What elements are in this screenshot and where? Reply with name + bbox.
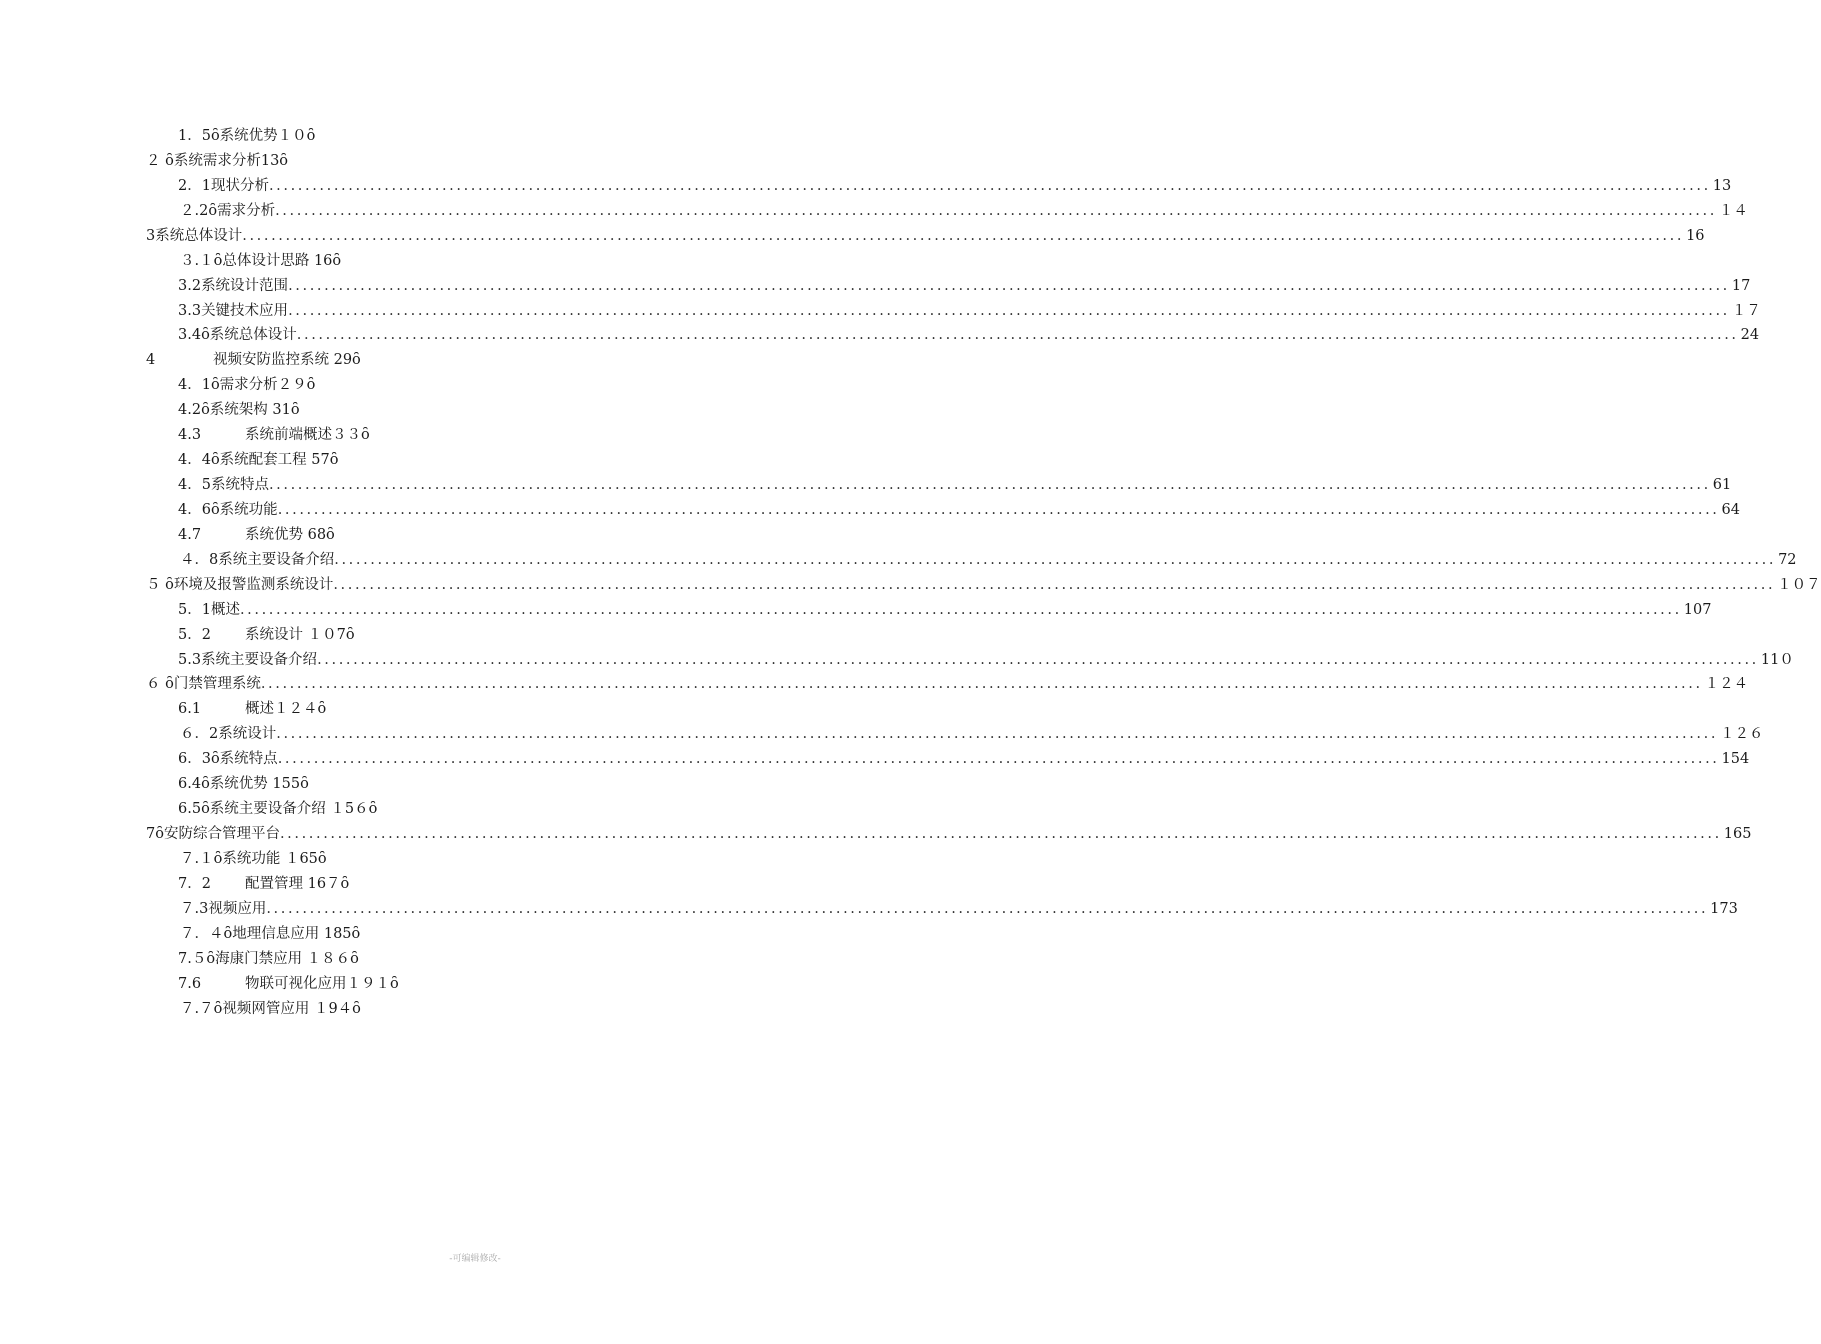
toc-entry-number: 7.５ (178, 950, 207, 967)
toc-entry-number: 4．5 (178, 477, 211, 494)
toc-entry[interactable] (178, 797, 377, 821)
toc-entry-number: 4．1 (178, 377, 211, 394)
toc-entry-number: ７.７ (180, 1000, 214, 1017)
toc-entry-page: 72 (1778, 551, 1797, 568)
toc-entry-number: ７．４ (180, 925, 224, 942)
toc-entry-title: 系统主要设备介绍 (201, 651, 318, 668)
toc-entry-title: ȏ系统功能 １65ȏ (213, 850, 327, 867)
toc-entry-number: 7.6 (178, 975, 202, 992)
toc-entry-title: 系统设计范围 (201, 277, 289, 294)
toc-dot-leader: ........................................................................................................................................................................................................ (277, 751, 1720, 768)
toc-entry-title: 系统主要设备介绍 (218, 551, 335, 568)
toc-entry[interactable] (180, 249, 341, 273)
toc-dot-leader: ........................................................................................................................................................................................................ (288, 277, 1730, 294)
toc-entry[interactable] (180, 997, 361, 1021)
toc-entry[interactable] (178, 747, 1750, 771)
toc-entry-title: 门禁管理系统 (173, 676, 261, 693)
toc-dot-leader: ........................................................................................................................................................................................................ (288, 302, 1730, 319)
toc-entry-number: 4．4 (178, 452, 211, 469)
toc-entry[interactable] (178, 623, 355, 647)
toc-entry[interactable] (180, 922, 360, 946)
toc-entry[interactable] (178, 947, 359, 971)
toc-dot-leader: ........................................................................................................................................................................................................ (268, 177, 1711, 194)
toc-entry[interactable] (146, 224, 1705, 248)
toc-entry-number: 4.7 (178, 526, 202, 543)
toc-entry[interactable] (178, 398, 300, 422)
toc-entry-page: 61 (1712, 477, 1732, 494)
toc-dot-leader: ........................................................................................................................................................................................................ (266, 900, 1709, 917)
toc-entry-page: 24 (1740, 327, 1760, 344)
toc-entry-title: ȏ海康门禁应用 １８６ȏ (206, 950, 359, 967)
toc-entry-number: 1．5 (178, 128, 211, 144)
toc-entry[interactable] (178, 772, 309, 796)
toc-entry-page: １０７ (1777, 576, 1821, 593)
toc-entry-title: 概述１２４ȏ (245, 701, 327, 718)
toc-entry[interactable] (178, 473, 1732, 497)
toc-entry-title: 视频安防监控系统 29ȏ (213, 352, 361, 369)
toc-entry-title: ȏ系统总体设计 (201, 327, 297, 344)
toc-entry-number: 4 (146, 352, 156, 369)
toc-entry-number: 6.5 (178, 801, 202, 818)
toc-entry[interactable] (178, 448, 338, 472)
toc-entry-page: 154 (1721, 751, 1750, 768)
toc-entry-page: 17 (1731, 277, 1751, 294)
toc-entry[interactable] (178, 124, 315, 148)
toc-entry[interactable] (178, 373, 315, 397)
toc-entry-title: ȏ需求分析 (208, 202, 276, 219)
toc-entry[interactable] (146, 573, 1821, 597)
toc-entry-title: ȏ需求分析２９ȏ (210, 377, 316, 394)
toc-entry-title: ȏ系统主要设备介绍 １5６ȏ (201, 801, 378, 818)
toc-entry[interactable] (178, 523, 335, 547)
toc-entry[interactable] (178, 423, 370, 447)
toc-dot-leader: ........................................................................................................................................................................................................ (277, 501, 1720, 518)
toc-dot-leader: ........................................................................................................................................................................................................ (276, 726, 1719, 743)
toc-entry-number: ２.2 (180, 202, 209, 219)
toc-entry-number: 5.3 (178, 651, 202, 668)
toc-dot-leader: ........................................................................................................................................................................................................ (275, 202, 1717, 219)
toc-entry-number: ３.１ (180, 252, 214, 269)
toc-entry-number: 4．6 (178, 501, 211, 518)
toc-entry-title: 现状分析 (210, 177, 269, 194)
toc-dot-leader: ........................................................................................................................................................................................................ (268, 477, 1711, 494)
toc-entry-page: 107 (1683, 601, 1712, 618)
toc-entry-title: 物联可视化应用１９１ȏ (245, 975, 399, 992)
toc-entry-page: １７ (1731, 302, 1761, 319)
toc-entry[interactable] (178, 697, 326, 721)
toc-entry-title: ȏ系统架构 31ȏ (201, 402, 300, 419)
toc-dot-leader: ........................................................................................................................................................................................................ (317, 651, 1759, 668)
toc-entry[interactable] (146, 822, 1752, 846)
toc-entry-number: ５ ȏ (146, 576, 174, 593)
toc-entry-number: 6.4 (178, 776, 202, 793)
toc-entry-title: ȏ地理信息应用 185ȏ (223, 925, 361, 942)
toc-entry-title: ȏ系统功能 (210, 501, 278, 518)
toc-dot-leader: ........................................................................................................................................................................................................ (260, 676, 1703, 693)
toc-entry[interactable] (178, 299, 1761, 323)
toc-entry[interactable] (178, 174, 1732, 198)
toc-entry-title: 概述 (210, 601, 240, 618)
toc-dot-leader: ........................................................................................................................................................................................................ (239, 601, 1682, 618)
toc-entry-title: 配置管理 16７ȏ (245, 875, 350, 892)
toc-entry-number: 2．1 (178, 177, 211, 194)
toc-entry[interactable] (146, 149, 288, 173)
toc-entry-title: ȏ总体设计思路 16ȏ (213, 252, 342, 269)
toc-entry-number: 3.3 (178, 302, 202, 319)
toc-entry-page: 64 (1721, 501, 1740, 518)
toc-entry-title: 关键技术应用 (201, 302, 289, 319)
toc-entry-number: 6.1 (178, 701, 202, 718)
toc-entry-number: ７.１ (180, 850, 214, 867)
toc-entry-page: １２４ (1704, 676, 1749, 693)
toc-entry[interactable] (146, 672, 1749, 696)
toc-entry-page: １４ (1718, 202, 1748, 219)
toc-entry-title: 系统需求分析13ȏ (173, 152, 289, 169)
toc-entry-page: 13 (1712, 177, 1732, 194)
toc-dot-leader: ........................................................................................................................................................................................................ (333, 576, 1776, 593)
toc-entry[interactable] (178, 323, 1760, 347)
toc-entry-number: ２ ȏ (146, 152, 174, 169)
toc-entry-number: 4.3 (178, 427, 202, 444)
toc-entry-title: 系统优势 68ȏ (245, 526, 335, 543)
toc-entry-number: ７.3 (180, 900, 209, 917)
toc-entry-title: ȏ安防综合管理平台 (155, 826, 280, 843)
toc-entry-page: 165 (1723, 826, 1752, 843)
toc-entry[interactable] (180, 722, 1764, 746)
toc-entry-number: 3.4 (178, 327, 202, 344)
toc-entry-page: 173 (1710, 900, 1738, 917)
toc-entry-title: ȏ系统配套工程 57ȏ (210, 452, 339, 469)
toc-entry-number: 3 (146, 227, 156, 244)
toc-entry-number: ６ ȏ (146, 676, 174, 693)
toc-entry[interactable] (178, 498, 1740, 522)
toc-entry-number: ４．8 (180, 551, 219, 568)
toc-entry-page: １２６ (1720, 726, 1764, 743)
toc-entry-title: 视频应用 (208, 900, 267, 917)
toc-entry-title: 系统设计 (218, 726, 277, 743)
toc-entry[interactable] (178, 648, 1794, 672)
toc-entry-title: 环境及报警监测系统设计 (173, 576, 334, 593)
toc-dot-leader: ........................................................................................................................................................................................................ (279, 826, 1722, 843)
toc-dot-leader: ........................................................................................................................................................................................................ (242, 227, 1685, 244)
toc-entry-title: ȏ系统特点 (210, 751, 278, 768)
toc-dot-leader: ........................................................................................................................................................................................................ (296, 327, 1739, 344)
toc-entry[interactable] (180, 897, 1738, 921)
toc-dot-leader: ........................................................................................................................................................................................................ (334, 551, 1777, 568)
toc-entry[interactable] (178, 274, 1751, 298)
toc-entry-page: 16 (1686, 227, 1705, 244)
toc-entry-title: 系统设计 １０7ȏ (245, 626, 355, 643)
toc-entry[interactable] (178, 972, 399, 996)
toc-entry-title: 系统前端概述３３ȏ (245, 427, 370, 444)
toc-entry-number: 5．1 (178, 601, 211, 618)
toc-entry-number: 7．2 (178, 875, 211, 892)
toc-entry[interactable] (180, 548, 1797, 572)
toc-entry-title: 系统特点 (210, 477, 269, 494)
toc-entry[interactable] (178, 872, 349, 896)
toc-entry-number: 7 (146, 826, 156, 843)
toc-entry-number: 6．3 (178, 751, 211, 768)
toc-entry-title: ȏ系统优势１０ȏ (210, 128, 316, 144)
toc-entry-title: ȏ视频网管应用 １9４ȏ (213, 1000, 361, 1017)
page-footer: -可编辑修改- (449, 1254, 501, 1264)
toc-entry-number: 5．2 (178, 626, 211, 643)
toc-entry-title: ȏ系统优势 155ȏ (201, 776, 309, 793)
toc-entry-number: 4.2 (178, 402, 202, 419)
toc-entry[interactable] (180, 199, 1748, 223)
toc-entry[interactable] (146, 348, 361, 372)
toc-entry[interactable] (180, 847, 327, 871)
toc-entry-page: 11０ (1760, 651, 1794, 668)
toc-entry-number: ６．2 (180, 726, 219, 743)
toc-entry-title: 系统总体设计 (155, 227, 243, 244)
toc-entry[interactable] (178, 598, 1712, 622)
toc-entry-number: 3.2 (178, 277, 202, 294)
